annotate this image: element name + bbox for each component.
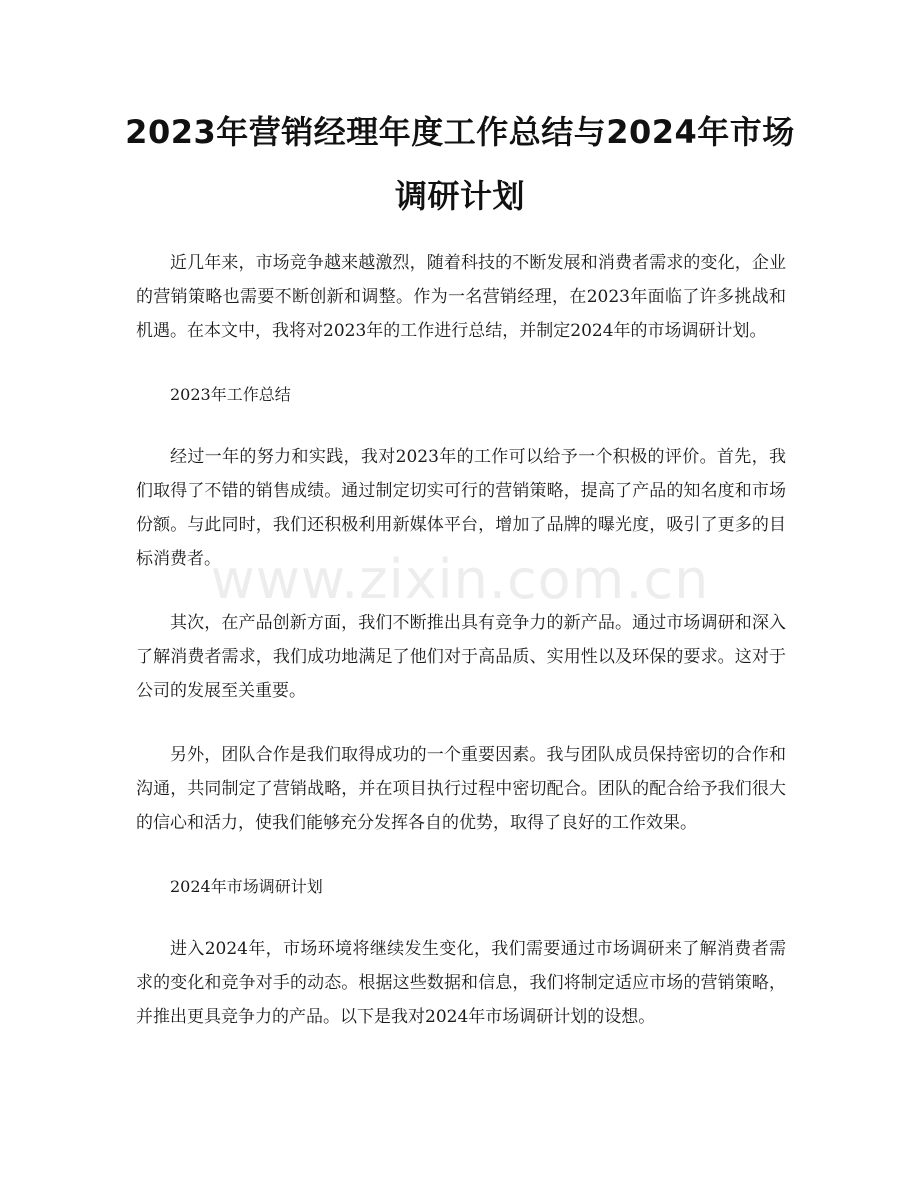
section-heading-summary: 2023年工作总结 xyxy=(170,385,291,404)
section-heading-research-plan: 2024年市场调研计划 xyxy=(170,877,323,896)
document-body xyxy=(136,246,786,1064)
paragraph-teamwork: 另外，团队合作是我们取得成功的一个重要因素。我与团队成员保持密切的合作和沟通，共同制定了营销战略，并在项目执行过程中密切配合。团队的配合给予我们很大的信心和活力，使我们能够充分发挥各自的优势，取得了良好的工作效果。 xyxy=(136,745,786,833)
paragraph-summary-evaluation: 经过一年的努力和实践，我对2023年的工作可以给予一个积极的评价。首先，我们取得了不错的销售成绩。通过制定切实可行的营销策略，提高了产品的知名度和市场份额。与此同时，我们还积极利用新媒体平台，增加了品牌的曝光度，吸引了更多的目标消费者。 xyxy=(136,447,786,569)
document-title: 2023年营销经理年度工作总结与2024年市场调研计划 xyxy=(125,113,795,215)
paragraph-product-innovation: 其次，在产品创新方面，我们不断推出具有竞争力的新产品。通过市场调研和深入了解消费者需求，我们成功地满足了他们对于高品质、实用性以及环保的要求。这对于公司的发展至关重要。 xyxy=(136,613,786,701)
paragraph-research-plan: 进入2024年，市场环境将继续发生变化，我们需要通过市场调研来了解消费者需求的变化和竞争对手的动态。根据这些数据和信息，我们将制定适应市场的营销策略，并推出更具竞争力的产品。以下是我对2024年市场调研计划的设想。 xyxy=(136,939,786,1027)
paragraph-intro: 近几年来，市场竞争越来越激烈，随着科技的不断发展和消费者需求的变化，企业的营销策略也需要不断创新和调整。作为一名营销经理，在2023年面临了许多挑战和机遇。在本文中，我将对2023年的工作进行总结，并制定2024年的市场调研计划。 xyxy=(136,253,786,341)
watermark: www.zixin.com.cn xyxy=(210,548,710,611)
